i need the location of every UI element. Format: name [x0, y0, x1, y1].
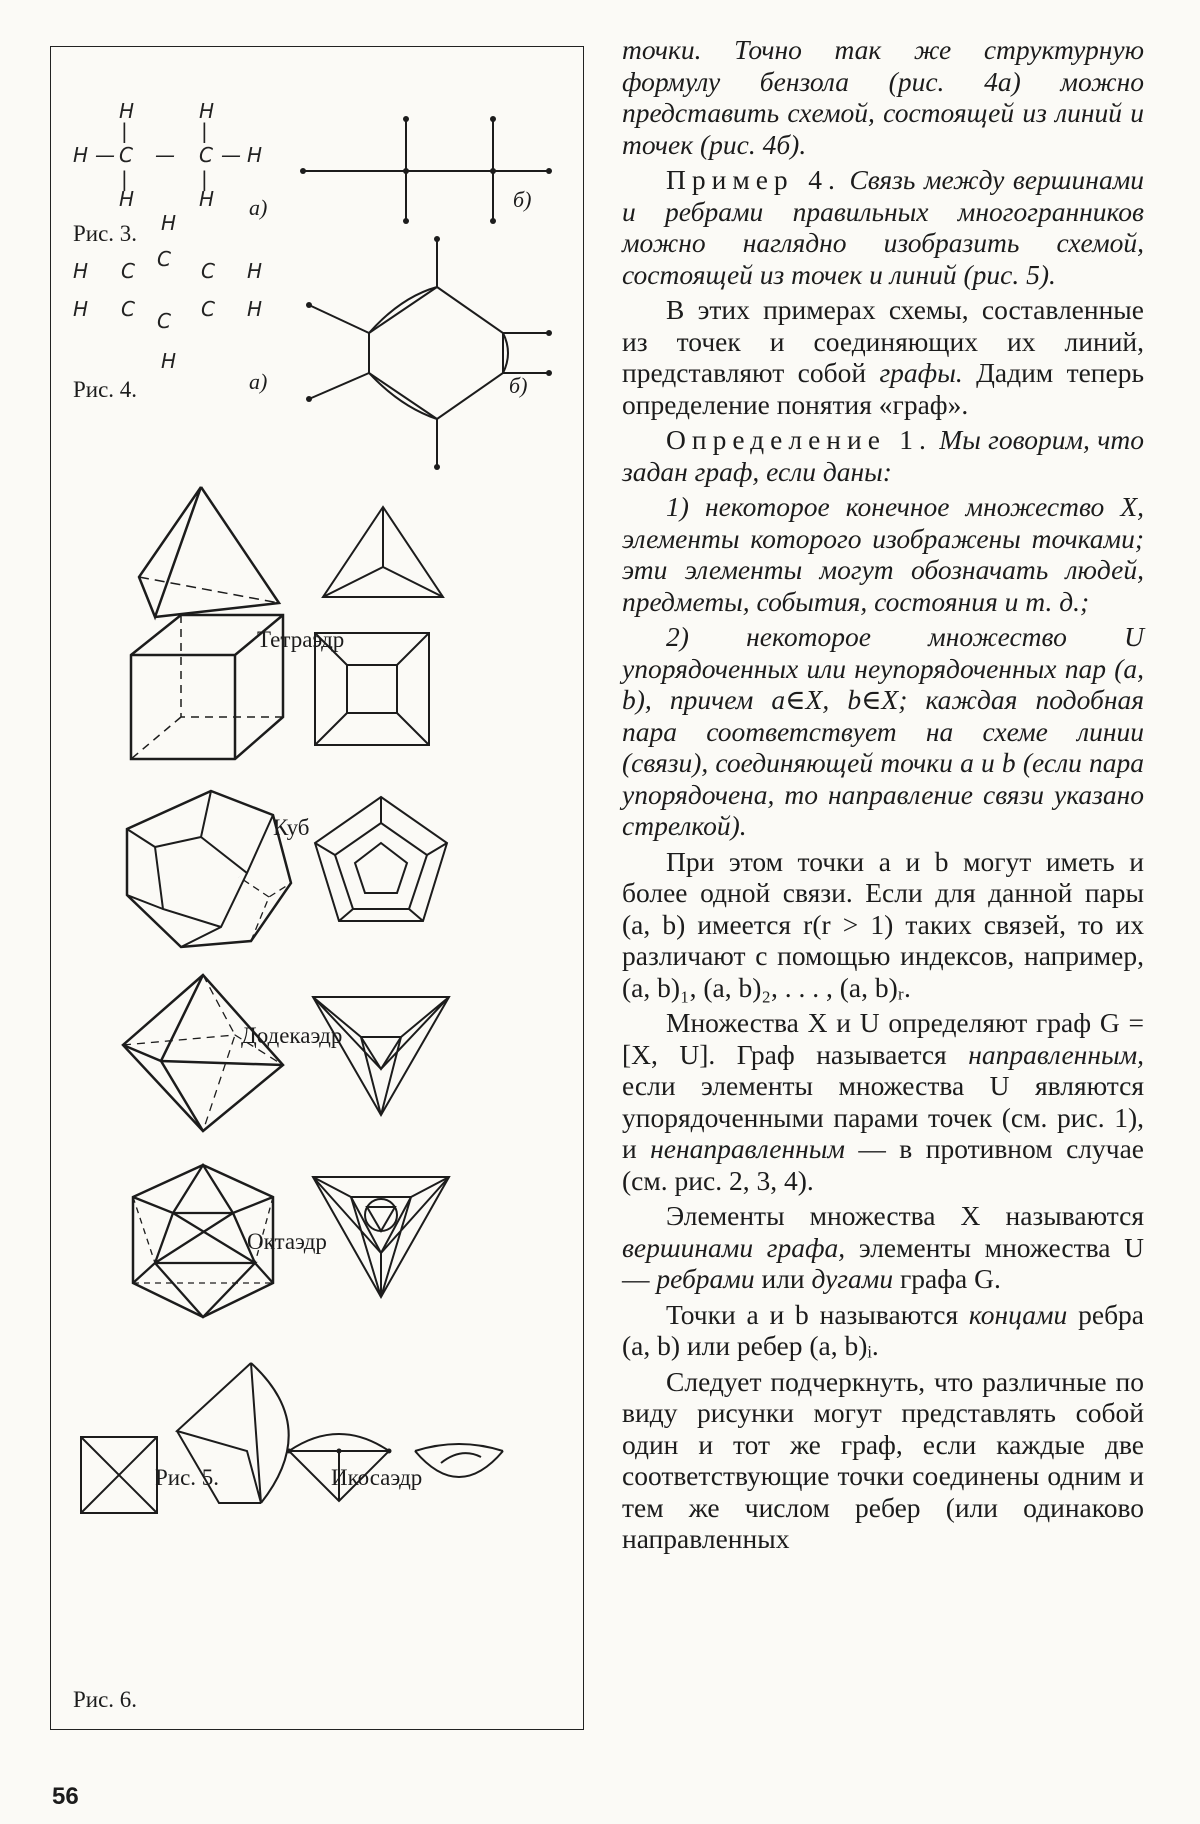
p8-text-c: если элементы множества U являются упорядоченными парами точек (см. рис. 1), и: [622, 1070, 1144, 1164]
ethane-c-left: C: [119, 143, 133, 167]
p9-term-vertices: вершинами графа,: [622, 1231, 846, 1263]
ethane-dash-2: —: [155, 143, 175, 167]
p10-text-a: Точки a и b называются: [666, 1298, 959, 1330]
paragraph-9: [622, 1200, 1144, 1295]
dodecahedron-graph: [315, 797, 447, 921]
paragraph-8: [622, 1007, 1144, 1196]
definition-1-lead: Определение 1.: [666, 424, 932, 455]
p9-term-edges: ребрами: [656, 1263, 755, 1294]
benzene-c-1: C: [121, 259, 135, 283]
tetrahedron-label: Тетраэдр: [257, 627, 345, 652]
ethane-bar-1: |: [121, 119, 128, 143]
p9-term-arcs: дугами: [811, 1263, 894, 1294]
ethane-h-top-right: H: [199, 99, 215, 123]
benzene-c-5: C: [157, 309, 171, 333]
paragraph-7: При этом точки a и b могут иметь и более одной связи. Если для данной пары (a, b) имеется r(r > 1) таких связей, то их различают с помощью индексов, например, (a, b)₁, (a, b)₂, . . . , (a, b)ᵣ.: [622, 845, 1144, 1003]
fig3-label-b: б): [513, 187, 532, 212]
ethane-h-bottom-right: H: [199, 187, 215, 211]
benzene-h-left-1: H: [73, 259, 89, 283]
example-4-lead: Пример 4.: [666, 164, 841, 195]
benzene-c-2: C: [157, 247, 171, 271]
ethane-h-top-left: H: [119, 99, 135, 123]
p3-text-c: Дадим теперь определение понятия «граф».: [622, 357, 1145, 420]
fig5-caption: Рис. 5.: [155, 1465, 220, 1490]
ethane-c-right: C: [199, 143, 213, 167]
p8-term-directed: направленным,: [968, 1038, 1145, 1070]
definition-1-body: Мы говорим, что задан граф, если даны:: [622, 424, 1144, 487]
ethane-bar-4: |: [201, 167, 208, 191]
p8-term-undirected: ненаправленным: [650, 1133, 845, 1164]
benzene-h-right-2: H: [247, 297, 263, 321]
paragraph-5: 1) некоторое конечное множество X, элементы которого изображены точками; эти элементы могут обозначать людей, предметы, события, состояния и т. д.;: [622, 491, 1144, 617]
fig4-label-b: б): [509, 373, 528, 398]
p10-term-ends: концами: [968, 1298, 1068, 1330]
fig4-label-a: а): [249, 369, 268, 394]
p10-text-c: ребра (a, b) или ребер (a, b)ᵢ.: [622, 1298, 1145, 1361]
icosahedron-graph: [313, 1177, 449, 1297]
octahedron-label: Октаэдр: [247, 1229, 327, 1254]
benzene-h-top: H: [161, 211, 177, 235]
page-number: 56: [52, 1783, 79, 1810]
octahedron-graph: [313, 997, 449, 1115]
benzene-h-right-1: H: [247, 259, 263, 283]
figure-panel: [50, 46, 584, 1730]
p9-text-e: или: [761, 1263, 805, 1294]
fig6-square-graph: [81, 1437, 157, 1513]
paragraph-6: 2) некоторое множество U упорядоченных или неупорядоченных пар (a, b), причем a∈X, b∈X; каждая подобная пара соответствует на схеме линии (связи), соединяющей точки a и b (если пара упорядочена, то направление связи указано стрелкой).: [622, 621, 1144, 841]
p9-text-c: элементы множества U —: [622, 1231, 1144, 1294]
fig4-caption: Рис. 4.: [73, 377, 138, 402]
fig6-lens-graph: [415, 1444, 503, 1477]
tetrahedron-graph: [323, 507, 443, 597]
dodecahedron-drawing: [127, 791, 291, 947]
paragraph-10: [622, 1299, 1144, 1362]
benzene-graph: [309, 239, 549, 467]
ethane-bar-2: |: [201, 119, 208, 143]
p8-text-a: Множества X и U определяют граф G = [X, U]. Граф называется: [622, 1007, 1144, 1070]
fig3-label-a: а): [249, 195, 268, 220]
octahedron-drawing: [123, 975, 283, 1131]
benzene-c-4: C: [121, 297, 135, 321]
paragraph-11: Следует подчеркнуть, что различные по виду рисунки могут представлять собой один и тот же граф, если каждые две соответствующие точки соединены одним и тем же числом ребер (или одинаково направленных: [622, 1365, 1144, 1554]
benzene-h-left-2: H: [73, 297, 89, 321]
paragraph-2: [622, 164, 1144, 290]
benzene-c-3: C: [201, 259, 215, 283]
benzene-h-bottom: H: [161, 349, 177, 373]
paragraph-1: точки. Точно так же структурную формулу бензола (рис. 4а) можно представить схемой, состоящей из линий и точек (рис. 4б).: [622, 34, 1144, 160]
p8-text-e: — в противном случае (см. рис. 2, 3, 4).: [622, 1133, 1145, 1196]
paragraph-3: [622, 294, 1144, 420]
ethane-h-left: H: [73, 143, 89, 167]
ethane-h-bottom-left: H: [119, 187, 135, 211]
text-column: [622, 34, 1144, 1559]
ethane-dash-3: —: [221, 143, 241, 167]
ethane-bar-3: |: [121, 167, 128, 191]
p9-text-g: графа G.: [899, 1263, 1001, 1294]
p3-text-a: В этих примерах схемы, составленные из точек и соединяющих их линий, представляют собой: [622, 294, 1144, 388]
paragraph-4: [622, 424, 1144, 487]
fig6-caption: Рис. 6.: [73, 1687, 138, 1712]
tetrahedron-drawing: [139, 487, 279, 617]
benzene-c-6: C: [201, 297, 215, 321]
ethane-dash-1: —: [95, 143, 115, 167]
ethane-h-right: H: [247, 143, 263, 167]
p3-term-graphs: графы.: [879, 357, 963, 388]
example-4-body: Связь между вершинами и ребрами правильных многогранников можно наглядно изобразить схемой, состоящей из точек и линий (рис. 5).: [622, 164, 1144, 290]
dodecahedron-label: Додекаэдр: [241, 1023, 343, 1048]
cube-label: Куб: [273, 815, 310, 840]
p9-text-a: Элементы множества X называются: [666, 1200, 1144, 1231]
fig3-caption: Рис. 3.: [73, 221, 138, 246]
icosahedron-label: Икосаэдр: [331, 1465, 423, 1490]
